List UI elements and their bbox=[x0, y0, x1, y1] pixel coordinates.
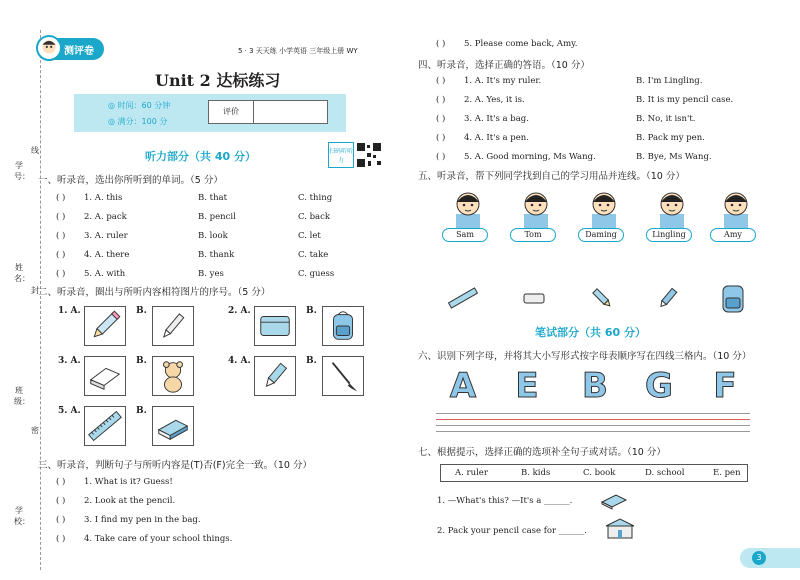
rating-label: 评价 bbox=[209, 101, 254, 123]
answer-paren[interactable]: ( ) bbox=[56, 212, 66, 222]
q5-a-label: 5. A. bbox=[58, 406, 81, 416]
margin-class: 班级： bbox=[14, 386, 30, 406]
pen-picture[interactable] bbox=[152, 306, 194, 346]
binding-line bbox=[40, 30, 41, 570]
name-tag-amy: Amy bbox=[710, 228, 756, 242]
q3-b-label: B. bbox=[136, 356, 147, 366]
option-a: 4. A. there bbox=[84, 250, 130, 260]
q5-b-label: B. bbox=[136, 406, 147, 416]
badge bbox=[38, 38, 104, 60]
option-a: 2. A. Yes, it is. bbox=[464, 95, 525, 105]
student-sam-icon bbox=[444, 184, 492, 232]
section-5-title: 五、听录音，帮下列同学找到自己的学习用品并连线。（10 分） bbox=[418, 171, 685, 182]
student-lingling-icon bbox=[648, 184, 696, 232]
answer-paren[interactable]: ( ) bbox=[436, 95, 446, 105]
writing-section-title: 笔试部分（共 60 分） bbox=[535, 326, 646, 339]
answer-paren[interactable]: ( ) bbox=[436, 114, 446, 124]
option-a: 5. A. with bbox=[84, 269, 126, 279]
eraser-picture[interactable] bbox=[84, 356, 126, 396]
q2-a-label: 2. A. bbox=[228, 306, 251, 316]
answer-paren[interactable]: ( ) bbox=[436, 39, 446, 49]
option-b: B. look bbox=[198, 231, 228, 241]
section-4-title: 四、听录音，选择正确的答语。（10 分） bbox=[418, 60, 590, 71]
option-c: C. take bbox=[298, 250, 329, 260]
writing-line-3[interactable] bbox=[436, 425, 750, 426]
option-b: B. No, it isn't. bbox=[636, 114, 696, 124]
letter-g-picture: G bbox=[645, 366, 673, 406]
section-1-title: 一、听录音，选出你所听到的单词。（5 分） bbox=[38, 175, 223, 186]
answer-paren[interactable]: ( ) bbox=[56, 477, 66, 487]
q7-1: 1. —What's this? —It's a ______. bbox=[437, 496, 573, 506]
page-tab bbox=[740, 548, 800, 568]
option-a: 4. A. It's a pen. bbox=[464, 133, 529, 143]
school-hint-icon bbox=[604, 518, 636, 540]
q4-b-label: B. bbox=[306, 356, 317, 366]
option-a: 5. A. Good morning, Ms Wang. bbox=[464, 152, 596, 162]
q2-b-label: B. bbox=[306, 306, 317, 316]
answer-paren[interactable]: ( ) bbox=[436, 152, 446, 162]
answer-paren[interactable]: ( ) bbox=[56, 515, 66, 525]
letter-a-picture: A bbox=[449, 366, 477, 406]
qr-code-icon[interactable] bbox=[356, 142, 382, 168]
option-a: 1. A. this bbox=[84, 193, 123, 203]
brush-picture[interactable] bbox=[322, 356, 364, 396]
rating-box bbox=[208, 100, 328, 124]
answer-paren[interactable]: ( ) bbox=[56, 250, 66, 260]
answer-paren[interactable]: ( ) bbox=[56, 269, 66, 279]
name-tag-sam: Sam bbox=[442, 228, 488, 242]
section-3-title: 三、听录音，判断句子与所听内容是(T)否(F)完全一致。（10 分） bbox=[38, 460, 312, 471]
option-a: 2. A. pack bbox=[84, 212, 127, 222]
page-title: Unit 2 达标练习 bbox=[155, 71, 281, 90]
info-box bbox=[74, 94, 346, 132]
letter-e-picture: E bbox=[515, 366, 539, 406]
page-number: 3 bbox=[752, 551, 766, 565]
option-item: A. ruler bbox=[455, 468, 488, 478]
badge-mascot-icon bbox=[36, 35, 62, 61]
name-tag-tom: Tom bbox=[510, 228, 556, 242]
q3-a-label: 3. A. bbox=[58, 356, 81, 366]
margin-name: 姓名： bbox=[14, 263, 30, 283]
name-tag-lingling: Lingling bbox=[646, 228, 692, 242]
q1-a-label: 1. A. bbox=[58, 306, 81, 316]
margin-school: 学校： bbox=[14, 506, 30, 526]
option-c: C. back bbox=[298, 212, 331, 222]
option-b: B. It is my pencil case. bbox=[636, 95, 734, 105]
bag-item-icon[interactable] bbox=[718, 280, 748, 314]
name-tag-daming: Daming bbox=[578, 228, 624, 242]
eraser-item-icon[interactable] bbox=[522, 290, 546, 306]
answer-paren[interactable]: ( ) bbox=[56, 534, 66, 544]
section-7-title: 七、根据提示，选择正确的选项补全句子或对话。（10 分） bbox=[418, 447, 666, 458]
option-item: C. book bbox=[583, 468, 616, 478]
option-item: D. school bbox=[645, 468, 685, 478]
options-box bbox=[440, 464, 748, 482]
option-c: C. guess bbox=[298, 269, 335, 279]
option-b: B. yes bbox=[198, 269, 224, 279]
option-b: B. Bye, Ms Wang. bbox=[636, 152, 712, 162]
pen-item-icon[interactable] bbox=[656, 286, 680, 310]
option-b: B. Pack my pen. bbox=[636, 133, 705, 143]
listening-section-title: 听力部分（共 40 分） bbox=[145, 150, 256, 163]
ruler-picture[interactable] bbox=[84, 406, 126, 446]
writing-line-2[interactable] bbox=[436, 419, 750, 420]
option-b: B. I'm Lingling. bbox=[636, 76, 703, 86]
option-item: E. pen bbox=[713, 468, 741, 478]
pencil-item-icon[interactable] bbox=[590, 286, 614, 310]
book-hint-icon bbox=[600, 490, 628, 510]
time-label: ◎ 时间：60 分钟 bbox=[108, 101, 171, 110]
writing-line-4[interactable] bbox=[436, 431, 750, 432]
student-daming-icon bbox=[580, 184, 628, 232]
margin-feng: 封 bbox=[31, 286, 39, 295]
letter-b-picture: B bbox=[582, 366, 608, 406]
statement: 2. Look at the pencil. bbox=[84, 496, 176, 506]
pencil-picture[interactable] bbox=[84, 306, 126, 346]
teddy-bear-picture[interactable] bbox=[152, 356, 194, 396]
option-b: B. thank bbox=[198, 250, 235, 260]
statement: 1. What is it? Guess! bbox=[84, 477, 173, 487]
schoolbag-picture[interactable] bbox=[322, 306, 364, 346]
score-label: ◎ 满分：100 分 bbox=[108, 117, 168, 126]
statement: 3. I find my pen in the bag. bbox=[84, 515, 201, 525]
option-b: B. pencil bbox=[198, 212, 236, 222]
series-label: 5 · 3 天天练 小学英语 三年级上册 WY bbox=[238, 47, 358, 55]
answer-paren[interactable]: ( ) bbox=[436, 133, 446, 143]
q4-a-label: 4. A. bbox=[228, 356, 251, 366]
badge-label: 测评卷 bbox=[64, 46, 94, 57]
margin-xian: 线 bbox=[31, 146, 39, 155]
student-amy-icon bbox=[712, 184, 760, 232]
statement: 4. Take care of your school things. bbox=[84, 534, 233, 544]
statement: 5. Please come back, Amy. bbox=[464, 39, 578, 49]
answer-paren[interactable]: ( ) bbox=[436, 76, 446, 86]
section-6-title: 六、识别下列字母，并将其大小写形式按字母表顺序写在四线三格内。（10 分） bbox=[418, 351, 752, 362]
option-a: 3. A. It's a bag. bbox=[464, 114, 529, 124]
q1-b-label: B. bbox=[136, 306, 147, 316]
answer-paren[interactable]: ( ) bbox=[56, 496, 66, 506]
option-a: 3. A. ruler bbox=[84, 231, 128, 241]
letter-f-picture: F bbox=[713, 366, 737, 406]
option-b: B. that bbox=[198, 193, 228, 203]
ruler-item-icon[interactable] bbox=[448, 286, 478, 310]
margin-mi: 密 bbox=[31, 426, 39, 435]
option-item: B. kids bbox=[521, 468, 551, 478]
option-c: C. let bbox=[298, 231, 321, 241]
marker-picture[interactable] bbox=[254, 356, 296, 396]
margin-student-no: 学号： bbox=[14, 161, 30, 181]
book-picture[interactable] bbox=[152, 406, 194, 446]
writing-line-1[interactable] bbox=[436, 413, 750, 414]
option-c: C. thing bbox=[298, 193, 333, 203]
option-a: 1. A. It's my ruler. bbox=[464, 76, 542, 86]
section-2-title: 二、听录音，圈出与所听内容相符图片的序号。（5 分） bbox=[38, 287, 271, 298]
student-tom-icon bbox=[512, 184, 560, 232]
clock-icon: ◎ bbox=[108, 101, 118, 110]
answer-paren[interactable]: ( ) bbox=[56, 193, 66, 203]
qr-label-box: 扫码听听力 bbox=[328, 142, 354, 168]
answer-paren[interactable]: ( ) bbox=[56, 231, 66, 241]
score-icon: ◎ bbox=[108, 117, 118, 126]
q7-2: 2. Pack your pencil case for ______. bbox=[437, 526, 587, 536]
pencil-case-picture[interactable] bbox=[254, 306, 296, 346]
